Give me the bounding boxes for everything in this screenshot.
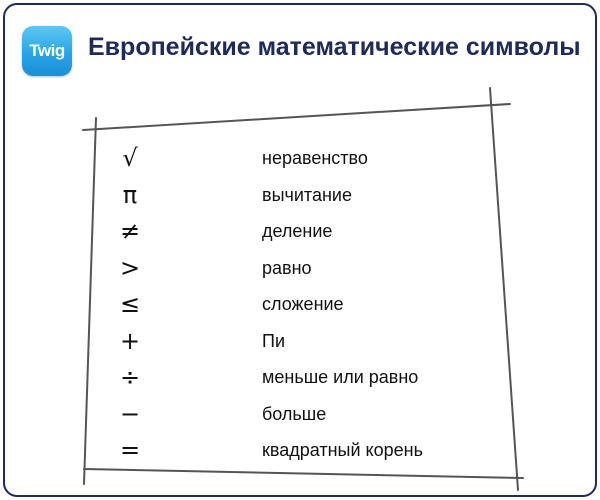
symbol-meaning: неравенство [262, 148, 368, 168]
twig-logo [22, 26, 72, 76]
symbol-row [0, 399, 600, 429]
symbol-row [0, 289, 600, 319]
symbol-row [0, 253, 600, 283]
symbol-meaning: меньше или равно [262, 367, 419, 387]
symbol-row [0, 435, 600, 465]
math-symbol: + [119, 326, 141, 355]
math-symbol: π [122, 180, 138, 209]
math-symbol: √ [122, 144, 138, 172]
symbol-row [0, 326, 600, 356]
symbol-meaning: равно [262, 257, 312, 278]
symbol-row [0, 362, 600, 392]
symbol-meaning: больше [262, 403, 327, 424]
symbol-meaning: сложение [262, 294, 344, 314]
math-symbol: ÷ [119, 363, 141, 391]
math-symbol: − [119, 399, 141, 428]
symbol-row [0, 180, 600, 210]
symbol-meaning: деление [262, 221, 333, 241]
symbol-meaning: вычитание [262, 184, 352, 205]
logo-text: Twig [29, 41, 65, 60]
symbol-row [0, 143, 600, 173]
symbol-meaning: квадратный корень [262, 440, 423, 460]
symbol-row [0, 216, 600, 246]
math-symbol: > [119, 253, 141, 282]
symbol-meaning: Пи [262, 330, 285, 351]
header [5, 5, 595, 85]
page-title: Европейские математические символы [88, 33, 581, 61]
math-symbol: ≤ [119, 290, 141, 318]
math-symbol: = [119, 436, 141, 464]
math-symbol: ≠ [119, 217, 141, 245]
